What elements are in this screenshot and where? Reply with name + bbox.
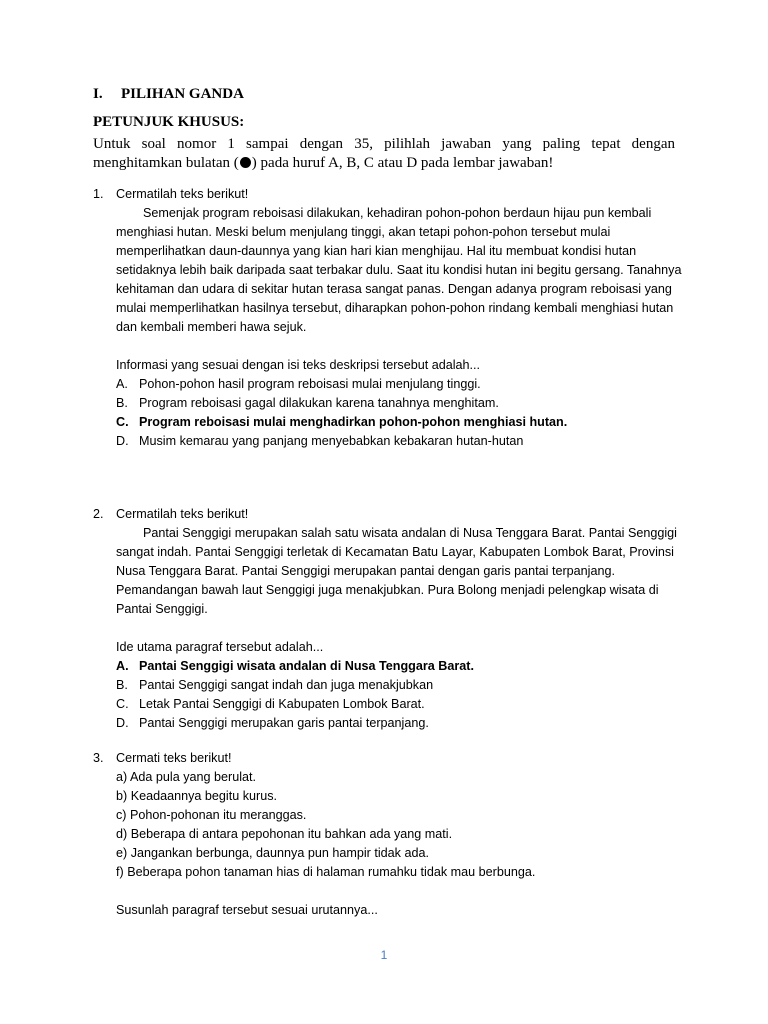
sentence-b: b) Keadaannya begitu kurus. (116, 789, 278, 803)
option-letter: C. (116, 697, 129, 711)
instructions-text (93, 135, 675, 173)
option-letter: C. (116, 415, 129, 429)
question-number: 2. (93, 507, 104, 521)
option-text: Program reboisasi gagal dilakukan karena tanahnya menghitam. (139, 396, 499, 410)
option-letter: B. (116, 678, 128, 692)
question-2 (93, 505, 683, 733)
sentence-a: a) Ada pula yang berulat. (116, 770, 257, 784)
instructions-text-before: Untuk soal nomor 1 sampai dengan 35, pilihlah jawaban yang paling tepat dengan menghitamkan bulatan ( (93, 136, 675, 171)
option-letter: A. (116, 659, 129, 673)
sentence-e: e) Jangankan berbunga, daunnya pun hampir tidak ada. (116, 846, 429, 860)
option-text: Program reboisasi mulai menghadirkan pohon-pohon menghiasi hutan. (139, 415, 568, 429)
question-prompt: Cermati teks berikut! (116, 751, 232, 765)
option-c (116, 695, 683, 714)
option-letter: D. (116, 434, 129, 448)
option-d (116, 714, 683, 733)
sentence-f: f) Beberapa pohon tanaman hias di halaman rumahku tidak mau berbunga. (116, 865, 536, 879)
option-text: Letak Pantai Senggigi di Kabupaten Lombok Barat. (139, 697, 425, 711)
question-1 (93, 185, 683, 451)
option-text: Pantai Senggigi merupakan garis pantai terpanjang. (139, 716, 429, 730)
option-d (116, 432, 683, 451)
sentence-d: d) Beberapa di antara pepohonan itu bahkan ada yang mati. (116, 827, 453, 841)
option-b (116, 676, 683, 695)
question-text: Informasi yang sesuai dengan isi teks deskripsi tersebut adalah... (116, 358, 481, 372)
question-text: Susunlah paragraf tersebut sesuai urutannya... (116, 903, 378, 917)
question-passage: Semenjak program reboisasi dilakukan, kehadiran pohon-pohon berdaun hijau pun kembali menghiasi hutan. Meski belum menjulang tinggi, akan tetapi pohon-pohon tersebut mulai memperlihatkan daun-daunnya yang kian hari kian menghijau. Hal itu membuat kondisi hutan setidaknya lebih baik daripada saat terbakar dulu. Saat itu kondisi hutan ini begitu gersang. Tanahnya kehitaman dan udara di sekitar hutan terasa sangat panas. Dengan adanya program reboisasi yang mulai memperlihatkan hasilnya tersebut, diharapkan pohon-pohon rindang kembali menghiasi hutan dan kembali memberi hawa sejuk. (116, 206, 682, 334)
question-prompt: Cermatilah teks berikut! (116, 187, 249, 201)
option-text: Pantai Senggigi sangat indah dan juga menakjubkan (139, 678, 434, 692)
question-text: Ide utama paragraf tersebut adalah... (116, 640, 324, 654)
section-title: PILIHAN GANDA (121, 86, 244, 102)
section-heading (93, 86, 244, 103)
page-number: 1 (380, 948, 388, 962)
sentence-c: c) Pohon-pohonan itu meranggas. (116, 808, 307, 822)
option-a-highlighted (116, 657, 683, 676)
option-c-highlighted (116, 413, 683, 432)
instructions-title: PETUNJUK KHUSUS: (93, 114, 245, 130)
instructions-text-after: ) pada huruf A, B, C atau D pada lembar jawaban! (251, 155, 554, 171)
section-number: I. (93, 86, 103, 102)
question-prompt: Cermatilah teks berikut! (116, 507, 249, 521)
question-passage: Pantai Senggigi merupakan salah satu wisata andalan di Nusa Tenggara Barat. Pantai Senggigi sangat indah. Pantai Senggigi terletak di Kecamatan Batu Layar, Kabupaten Lombok Barat, Provinsi Nusa Tenggara Barat. Pantai Senggigi merupakan pantai dengan garis pantai terpanjang. Pemandangan bawah laut Senggigi juga menakjubkan. Pura Bolong menjadi pelengkap wisata di Pantai Senggigi. (116, 526, 677, 616)
question-number: 3. (93, 751, 104, 765)
option-letter: A. (116, 377, 128, 391)
option-a (116, 375, 683, 394)
question-number: 1. (93, 187, 104, 201)
option-letter: B. (116, 396, 128, 410)
option-text: Pohon-pohon hasil program reboisasi mulai menjulang tinggi. (139, 377, 481, 391)
option-b (116, 394, 683, 413)
filled-circle-icon (240, 157, 251, 168)
option-letter: D. (116, 716, 129, 730)
option-text: Musim kemarau yang panjang menyebabkan kebakaran hutan-hutan (139, 434, 524, 448)
question-3 (93, 749, 683, 920)
option-text: Pantai Senggigi wisata andalan di Nusa Tenggara Barat. (139, 659, 474, 673)
